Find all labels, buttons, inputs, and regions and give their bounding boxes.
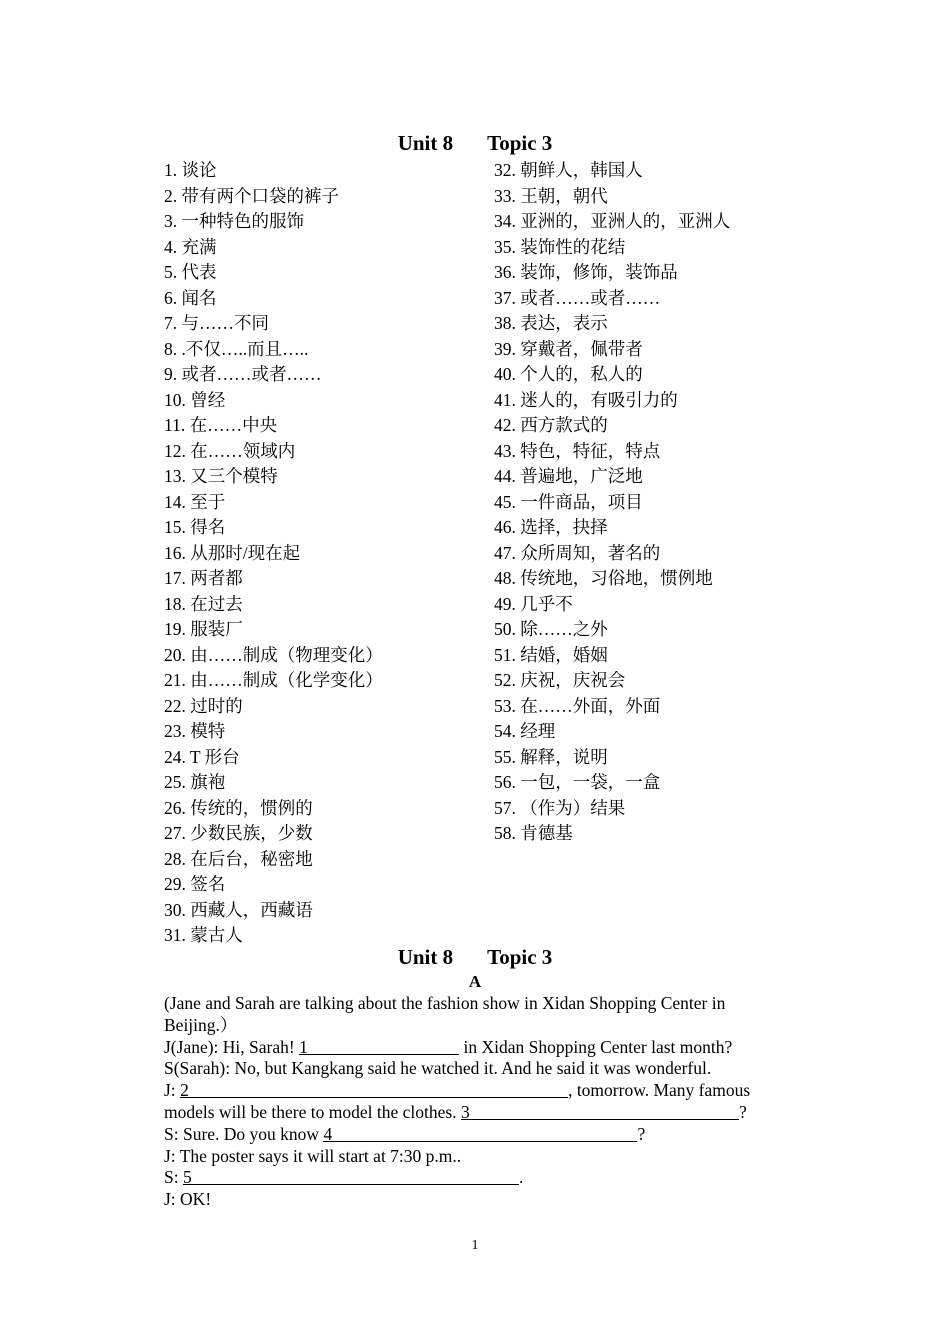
speaker-text: models will be there to model the clothes. bbox=[164, 1101, 461, 1122]
topic-label: Topic 3 bbox=[487, 945, 553, 969]
vocab-item: 30. 西藏人，西藏语 bbox=[164, 899, 313, 920]
vocab-item: 4. 充满 bbox=[164, 236, 217, 257]
section-title bbox=[0, 945, 950, 969]
vocab-item: 32. 朝鲜人，韩国人 bbox=[494, 160, 643, 180]
vocab-item: 3. 一种特色的服饰 bbox=[164, 211, 304, 231]
vocab-item: 2. 带有两个口袋的裤子 bbox=[164, 185, 339, 206]
speaker-text: ? bbox=[637, 1123, 646, 1144]
vocab-item: 47. 众所周知，著名的 bbox=[494, 542, 661, 563]
vocab-item: 34. 亚洲的，亚洲人的，亚洲人 bbox=[494, 211, 731, 231]
vocab-item: 43. 特色，特征，特点 bbox=[494, 440, 661, 461]
vocab-item: 17. 两者都 bbox=[164, 568, 243, 588]
vocab-item: 5. 代表 bbox=[164, 262, 217, 282]
blank-number: 1 bbox=[299, 1036, 308, 1057]
vocab-item: 46. 选择，抉择 bbox=[494, 517, 608, 537]
vocab-item: 51. 结婚，婚姻 bbox=[494, 644, 608, 665]
dialogue-line bbox=[164, 1080, 788, 1102]
dialogue-line bbox=[164, 1037, 788, 1059]
vocab-item: 21. 由……制成（化学变化） bbox=[164, 670, 383, 690]
vocab-item: 48. 传统地，习俗地，惯例地 bbox=[494, 568, 713, 588]
blank-number: 5 bbox=[182, 1167, 192, 1188]
answer-blank-1[interactable] bbox=[299, 1037, 459, 1055]
vocab-item: 13. 又三个模特 bbox=[164, 466, 278, 486]
dialogue-line: J: The poster says it will start at 7:30 p.m.. bbox=[164, 1145, 462, 1166]
speaker-text: J: bbox=[164, 1080, 181, 1101]
vocab-item: 22. 过时的 bbox=[164, 695, 243, 716]
vocab-item: 6. 闻名 bbox=[164, 287, 217, 308]
page-title bbox=[0, 131, 950, 155]
vocab-item: 18. 在过去 bbox=[164, 593, 243, 614]
vocab-item: 9. 或者……或者…… bbox=[164, 364, 322, 384]
speaker-text: S: bbox=[164, 1167, 183, 1188]
page-number: 1 bbox=[471, 1238, 479, 1253]
section-label: A bbox=[468, 972, 482, 991]
vocab-item: 10. 曾经 bbox=[164, 389, 226, 410]
vocab-list-left bbox=[164, 158, 383, 949]
vocab-item: 36. 装饰，修饰，装饰品 bbox=[494, 262, 678, 282]
vocab-item: 58. 肯德基 bbox=[494, 823, 573, 843]
vocab-item: 35. 装饰性的花结 bbox=[494, 236, 626, 257]
vocab-item: 50. 除……之外 bbox=[494, 619, 608, 639]
vocab-item: 29. 签名 bbox=[164, 874, 226, 894]
vocab-item: 23. 模特 bbox=[164, 721, 226, 741]
vocab-item: 57. （作为）结果 bbox=[494, 797, 626, 818]
vocab-item: 55. 解释，说明 bbox=[494, 746, 608, 767]
vocab-item: 40. 个人的，私人的 bbox=[494, 364, 643, 384]
dialogue bbox=[164, 993, 788, 1211]
vocab-item: 37. 或者……或者…… bbox=[494, 287, 661, 308]
vocab-item: 24. T 形台 bbox=[164, 746, 240, 767]
vocab-item: 19. 服装厂 bbox=[164, 619, 243, 639]
unit-label: Unit 8 bbox=[397, 945, 454, 969]
dialogue-line: S(Sarah): No, but Kangkang said he watched it. And he said it was wonderful. bbox=[164, 1058, 712, 1079]
dialogue-line bbox=[164, 1102, 788, 1124]
vocab-item: 49. 几乎不 bbox=[494, 593, 573, 614]
speaker-text: ? bbox=[738, 1101, 747, 1122]
dialogue-line: J: OK! bbox=[164, 1189, 212, 1210]
vocab-item: 8. .不仅…..而且….. bbox=[164, 338, 309, 359]
vocab-item: 54. 经理 bbox=[494, 721, 556, 741]
dialogue-line bbox=[164, 1167, 788, 1189]
dialogue-line bbox=[164, 1124, 788, 1146]
speaker-text: . bbox=[518, 1167, 524, 1188]
vocab-item: 44. 普遍地，广泛地 bbox=[494, 466, 643, 486]
vocab-item: 28. 在后台，秘密地 bbox=[164, 848, 313, 869]
vocab-item: 7. 与……不同 bbox=[164, 313, 269, 333]
vocab-item: 16. 从那时/现在起 bbox=[164, 542, 301, 563]
vocab-item: 14. 至于 bbox=[164, 491, 226, 512]
answer-blank-3[interactable] bbox=[461, 1102, 739, 1120]
answer-blank-4[interactable] bbox=[323, 1124, 637, 1142]
vocab-item: 27. 少数民族，少数 bbox=[164, 823, 313, 843]
vocab-item: 26. 传统的，惯例的 bbox=[164, 797, 313, 818]
vocab-item: 52. 庆祝，庆祝会 bbox=[494, 670, 626, 690]
vocab-item: 56. 一包，一袋，一盒 bbox=[494, 772, 661, 792]
blank-number: 4 bbox=[323, 1123, 333, 1144]
answer-blank-2[interactable] bbox=[180, 1080, 568, 1101]
unit-label: Unit 8 bbox=[397, 131, 454, 155]
speaker-text: S: Sure. Do you know bbox=[164, 1123, 324, 1144]
vocab-item: 39. 穿戴者，佩带者 bbox=[494, 338, 643, 359]
blank-number: 2 bbox=[180, 1080, 189, 1101]
vocab-item: 53. 在……外面，外面 bbox=[494, 695, 661, 716]
speaker-text: , tomorrow. Many famous bbox=[568, 1080, 751, 1101]
vocab-item: 12. 在……领域内 bbox=[164, 440, 296, 461]
vocab-item: 42. 西方款式的 bbox=[494, 415, 608, 435]
speaker-text: in Xidan Shopping Center last month? bbox=[459, 1036, 733, 1057]
vocab-item: 1. 谈论 bbox=[164, 160, 217, 180]
dialogue-intro: (Jane and Sarah are talking about the fashion show in Xidan Shopping Center in Beijing.） bbox=[164, 993, 726, 1035]
vocab-item: 15. 得名 bbox=[164, 517, 226, 537]
blank-number: 3 bbox=[460, 1101, 470, 1122]
vocab-item: 38. 表达，表示 bbox=[494, 313, 608, 333]
vocab-item: 11. 在……中央 bbox=[164, 415, 278, 435]
vocab-item: 45. 一件商品，项目 bbox=[494, 491, 643, 512]
speaker-text: J(Jane): Hi, Sarah! bbox=[164, 1036, 300, 1057]
topic-label: Topic 3 bbox=[487, 131, 553, 155]
vocab-item: 33. 王朝，朝代 bbox=[494, 185, 608, 206]
vocab-item: 41. 迷人的，有吸引力的 bbox=[494, 389, 678, 410]
vocab-list-right bbox=[494, 158, 730, 847]
vocab-item: 20. 由……制成（物理变化） bbox=[164, 644, 383, 665]
vocab-item: 31. 蒙古人 bbox=[164, 925, 243, 945]
vocab-item: 25. 旗袍 bbox=[164, 772, 226, 792]
answer-blank-5[interactable] bbox=[182, 1167, 519, 1188]
